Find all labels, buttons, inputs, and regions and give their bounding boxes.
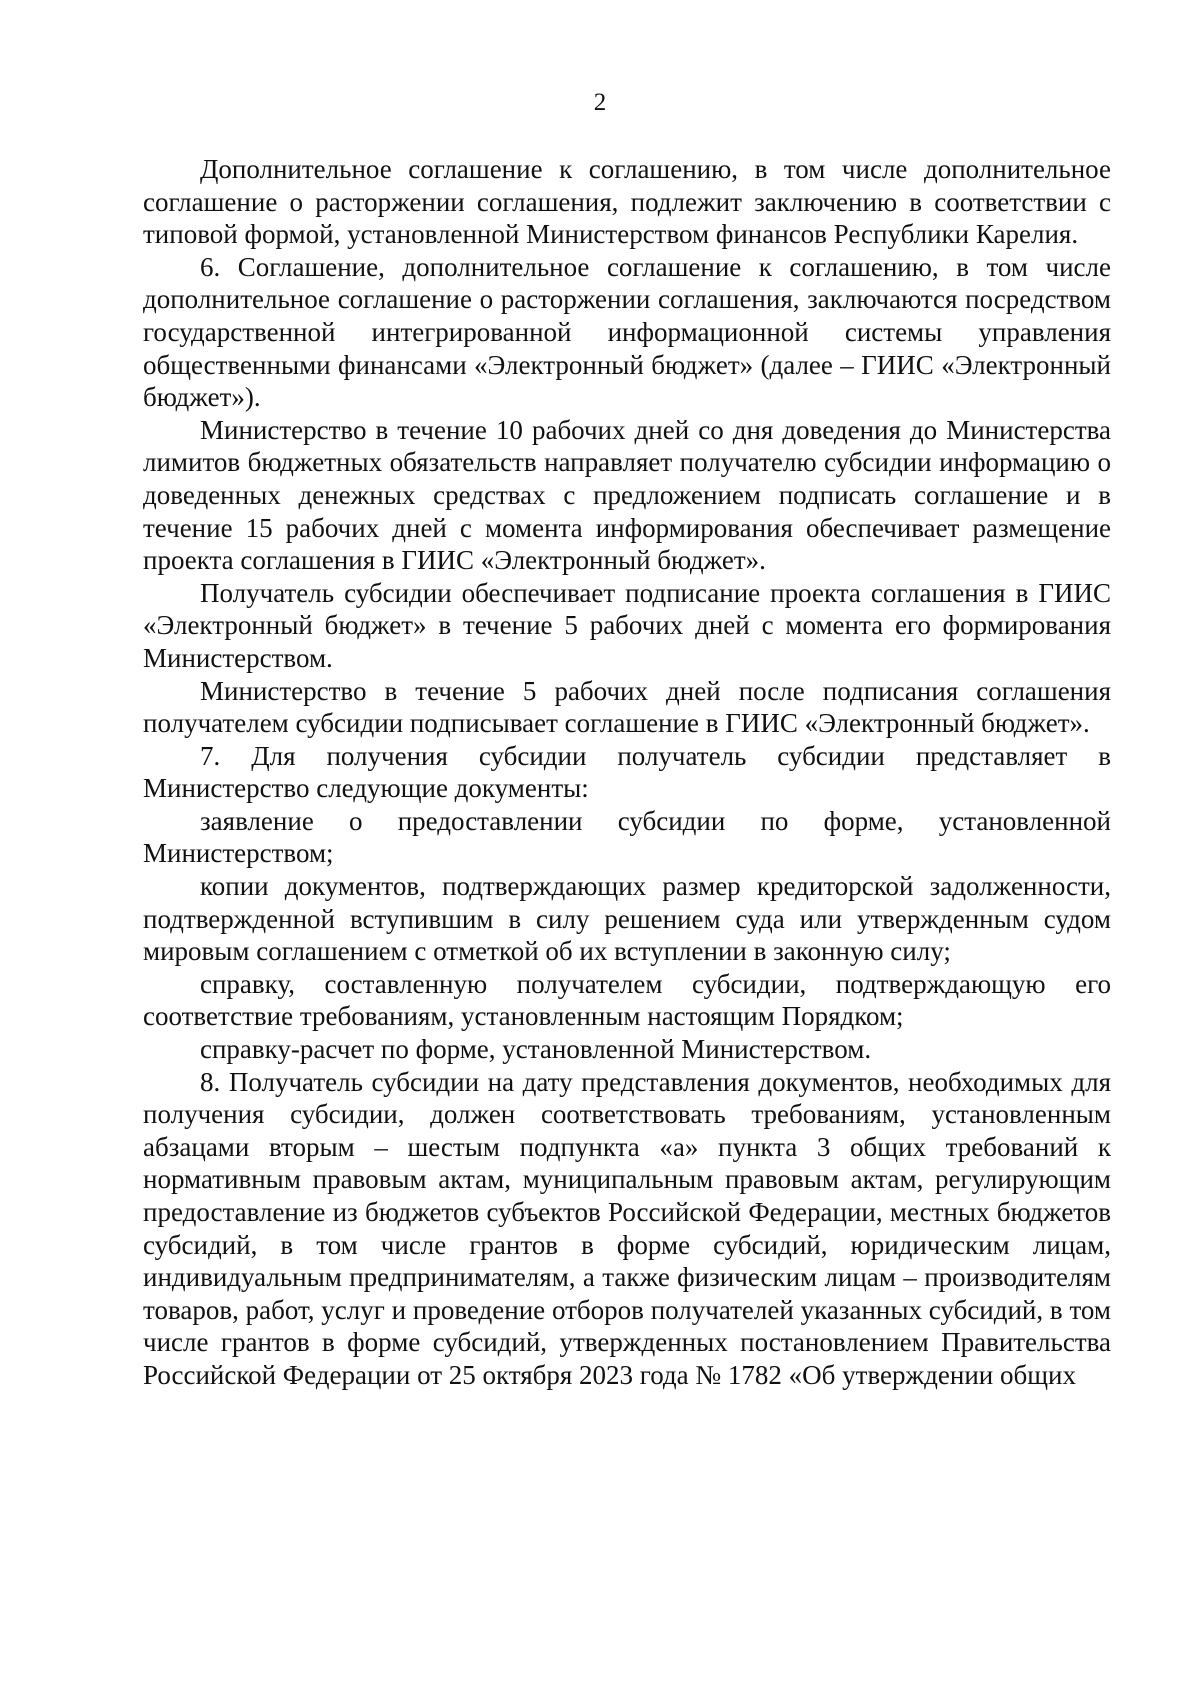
- page-number: 2: [593, 89, 607, 116]
- document-body: [143, 153, 1111, 1392]
- paragraph-8-requirements: 8. Получатель субсидии на дату представления документов, необходимых для получения субсидии, должен соответствовать требованиям, установленным абзацами вторым – шестым подпункта «а» пункта 3 общих требований к нормативным правовым актам, муниципальным правовым актам, регулирующим предоставление из бюджетов субъектов Российской Федерации, местных бюджетов субсидий, в том числе грантов в форме субсидий, юридическим лицам, индивидуальным предпринимателям, а также физическим лицам – производителям товаров, работ, услуг и проведение отборов получателей указанных субсидий, в том числе грантов в форме субсидий, утвержденных постановлением Правительства Российской Федерации от 25 октября 2023 года № 1782 «Об утверждении общих: [143, 1066, 1111, 1390]
- paragraph-compliance-certificate: справку, составленную получателем субсидии, подтверждающую его соответствие требованиям, установленным настоящим Порядком;: [143, 968, 1111, 1032]
- paragraph-ministry-limits: Министерство в течение 10 рабочих дней со дня доведения до Министерства лимитов бюджетных обязательств направляет получателю субсидии информацию о доведенных денежных средствах с предложением подписать соглашение и в течение 15 рабочих дней с момента информирования обеспечивает размещение проекта соглашения в ГИИС «Электронный бюджет».: [143, 414, 1111, 576]
- paragraph-ministry-signing: Министерство в течение 5 рабочих дней после подписания соглашения получателем субсидии подписывает соглашение в ГИИС «Электронный бюджет».: [143, 675, 1111, 739]
- paragraph-additional-agreement: Дополнительное соглашение к соглашению, в том числе дополнительное соглашение о расторжении соглашения, подлежит заключению в соответствии с типовой формой, установленной Министерством финансов Республики Карелия.: [143, 154, 1111, 250]
- paragraph-debt-copies: копии документов, подтверждающих размер кредиторской задолженности, подтвержденной вступившим в силу решением суда или утвержденным судом мировым соглашением с отметкой об их вступлении в законную силу;: [143, 871, 1111, 967]
- paragraph-calculation: справку-расчет по форме, установленной Министерством.: [200, 1034, 872, 1065]
- paragraph-6-agreement-signing: 6. Соглашение, дополнительное соглашение к соглашению, в том числе дополнительное соглашение о расторжении соглашения, заключаются посредством государственной интегрированной информационной системы управления общественными финансами «Электронный бюджет» (далее – ГИИС «Электронный бюджет»).: [143, 251, 1111, 413]
- paragraph-7-documents: 7. Для получения субсидии получатель субсидии представляет в Министерство следующие документы:: [143, 740, 1111, 804]
- paragraph-recipient-signing: Получатель субсидии обеспечивает подписание проекта соглашения в ГИИС «Электронный бюджет» в течение 5 рабочих дней с момента его формирования Министерством.: [143, 577, 1111, 673]
- paragraph-application: заявление о предоставлении субсидии по форме, установленной Министерством;: [143, 805, 1111, 869]
